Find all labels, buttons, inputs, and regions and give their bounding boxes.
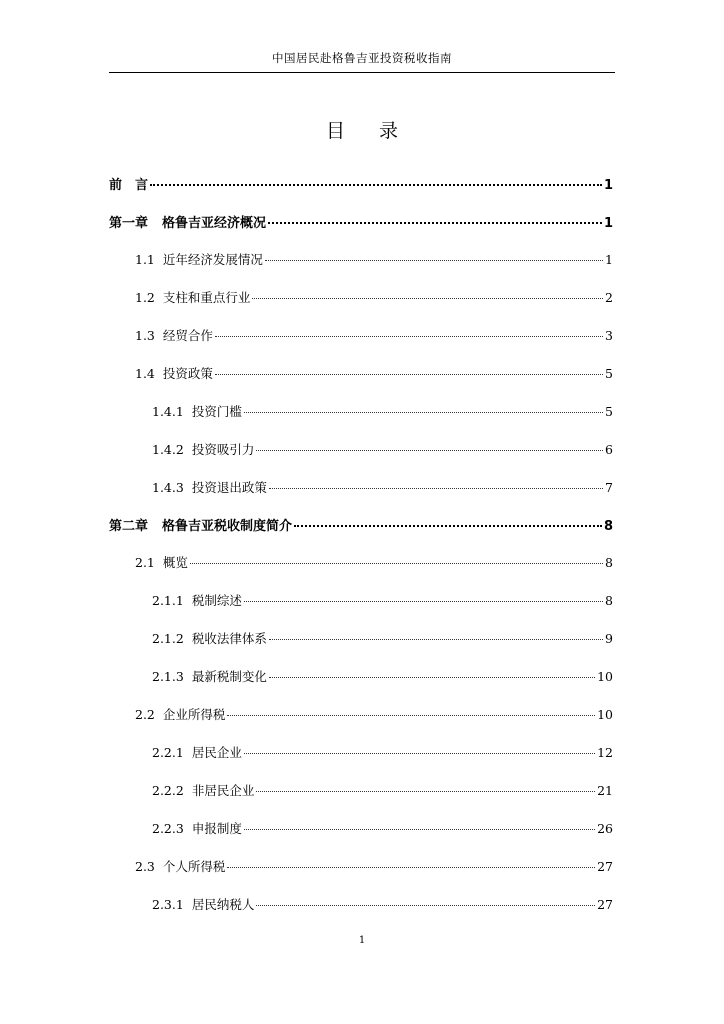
toc-entry-page: 27 bbox=[597, 897, 613, 912]
toc-entry-2-2-1[interactable] bbox=[152, 743, 613, 763]
toc-entry-title: 税制综述 bbox=[191, 593, 242, 608]
toc-entry-number: 1.2 bbox=[135, 290, 155, 305]
leader-dots bbox=[150, 184, 602, 186]
toc-entry-page: 3 bbox=[605, 328, 613, 343]
toc-entry-1-1[interactable] bbox=[135, 250, 613, 270]
toc-entry-1-4-3[interactable] bbox=[152, 478, 613, 498]
toc-entry-number: 1.1 bbox=[135, 252, 155, 267]
leader-dots bbox=[294, 525, 602, 527]
toc-entry-2-3-1[interactable] bbox=[152, 895, 613, 915]
toc-entry-number: 2.2.1 bbox=[152, 745, 184, 760]
toc-entry-page: 10 bbox=[597, 669, 613, 684]
toc-entry-page: 7 bbox=[605, 480, 613, 495]
leader-dots bbox=[269, 639, 603, 640]
page-number: 1 bbox=[358, 935, 366, 946]
leader-dots bbox=[190, 563, 603, 564]
toc-entry-number: 前 言 bbox=[109, 178, 149, 193]
toc-entry-page: 6 bbox=[605, 442, 613, 457]
leader-dots bbox=[256, 791, 595, 792]
toc-entry-number: 第一章 bbox=[109, 216, 149, 231]
toc-entry-title: 非居民企业 bbox=[191, 783, 255, 798]
toc-entry-title: 格鲁吉亚税收制度简介 bbox=[162, 519, 293, 534]
toc-entry-page: 1 bbox=[603, 216, 613, 231]
toc-entry-number: 1.3 bbox=[135, 328, 155, 343]
toc-entry-2-1-3[interactable] bbox=[152, 667, 613, 687]
toc-entry-page: 5 bbox=[605, 404, 613, 419]
toc-entry-title: 经贸合作 bbox=[162, 328, 213, 343]
toc-entry-1-4[interactable] bbox=[135, 364, 613, 384]
toc-entry-number: 2.3.1 bbox=[152, 897, 184, 912]
leader-dots bbox=[256, 905, 595, 906]
toc-entry-title: 格鲁吉亚经济概况 bbox=[162, 216, 267, 231]
leader-dots bbox=[256, 450, 603, 451]
leader-dots bbox=[244, 601, 603, 602]
toc-entry-1-4-1[interactable] bbox=[152, 402, 613, 422]
toc-entry-page: 9 bbox=[605, 631, 613, 646]
toc-entry-page: 1 bbox=[603, 178, 613, 193]
toc-entry-number: 2.1 bbox=[135, 555, 155, 570]
toc-entry-title: 投资门槛 bbox=[191, 404, 242, 419]
toc-entry-number: 第二章 bbox=[109, 519, 149, 534]
leader-dots bbox=[227, 715, 595, 716]
toc-entry-number: 1.4.1 bbox=[152, 404, 184, 419]
leader-dots bbox=[269, 488, 603, 489]
leader-dots bbox=[244, 412, 603, 413]
leader-dots bbox=[215, 336, 603, 337]
toc-entry-page: 5 bbox=[605, 366, 613, 381]
leader-dots bbox=[265, 260, 603, 261]
toc-entry-page: 8 bbox=[605, 593, 613, 608]
toc-entry-title: 居民企业 bbox=[191, 745, 242, 760]
toc-entry-page: 27 bbox=[597, 859, 613, 874]
toc-entry-title: 概览 bbox=[162, 555, 188, 570]
leader-dots bbox=[269, 677, 595, 678]
toc-entry-page: 1 bbox=[605, 252, 613, 267]
toc-entry-chapter-2[interactable] bbox=[109, 515, 613, 535]
toc-entry-preface[interactable] bbox=[109, 174, 613, 194]
toc-entry-title: 居民纳税人 bbox=[191, 897, 255, 912]
leader-dots bbox=[244, 829, 595, 830]
toc-entry-chapter-1[interactable] bbox=[109, 212, 613, 232]
toc-entry-1-2[interactable] bbox=[135, 288, 613, 308]
toc-entry-2-2-2[interactable] bbox=[152, 781, 613, 801]
leader-dots bbox=[215, 374, 603, 375]
toc-entry-2-1-1[interactable] bbox=[152, 591, 613, 611]
toc-entry-title: 投资政策 bbox=[162, 366, 213, 381]
running-header: 中国居民赴格鲁吉亚投资税收指南 bbox=[109, 50, 615, 73]
toc-entry-title: 投资吸引力 bbox=[191, 442, 255, 457]
toc-entry-title: 申报制度 bbox=[191, 821, 242, 836]
toc-entry-title: 最新税制变化 bbox=[191, 669, 267, 684]
toc-entry-title: 企业所得税 bbox=[162, 707, 226, 722]
toc-entry-number: 2.2.2 bbox=[152, 783, 184, 798]
toc-entry-page: 8 bbox=[605, 555, 613, 570]
toc-title: 目 录 bbox=[325, 120, 413, 142]
toc-entry-1-3[interactable] bbox=[135, 326, 613, 346]
leader-dots bbox=[252, 298, 603, 299]
toc-entry-page: 2 bbox=[605, 290, 613, 305]
toc-entry-number: 1.4 bbox=[135, 366, 155, 381]
toc-entry-page: 10 bbox=[597, 707, 613, 722]
toc-entry-number: 2.3 bbox=[135, 859, 155, 874]
toc-entry-number: 1.4.3 bbox=[152, 480, 184, 495]
toc-entry-number: 2.2 bbox=[135, 707, 155, 722]
toc-entry-title: 投资退出政策 bbox=[191, 480, 267, 495]
leader-dots bbox=[244, 753, 595, 754]
toc-entry-2-2-3[interactable] bbox=[152, 819, 613, 839]
toc-entry-number: 2.2.3 bbox=[152, 821, 184, 836]
toc-entry-2-1-2[interactable] bbox=[152, 629, 613, 649]
toc-entry-title: 税收法律体系 bbox=[191, 631, 267, 646]
toc-entry-2-1[interactable] bbox=[135, 553, 613, 573]
toc-entry-page: 21 bbox=[597, 783, 613, 798]
leader-dots bbox=[227, 867, 595, 868]
toc-entry-2-2[interactable] bbox=[135, 705, 613, 725]
toc-entry-page: 26 bbox=[597, 821, 613, 836]
toc-entry-number: 2.1.2 bbox=[152, 631, 184, 646]
toc-entry-title: 近年经济发展情况 bbox=[162, 252, 263, 267]
toc-entry-number: 2.1.1 bbox=[152, 593, 184, 608]
toc-entry-2-3[interactable] bbox=[135, 857, 613, 877]
toc-entry-page: 12 bbox=[597, 745, 613, 760]
toc-entry-number: 2.1.3 bbox=[152, 669, 184, 684]
toc-entry-number: 1.4.2 bbox=[152, 442, 184, 457]
toc-entry-1-4-2[interactable] bbox=[152, 440, 613, 460]
toc-entry-title: 个人所得税 bbox=[162, 859, 226, 874]
leader-dots bbox=[268, 222, 602, 224]
toc-entry-title: 支柱和重点行业 bbox=[162, 290, 251, 305]
toc-entry-page: 8 bbox=[603, 519, 613, 534]
